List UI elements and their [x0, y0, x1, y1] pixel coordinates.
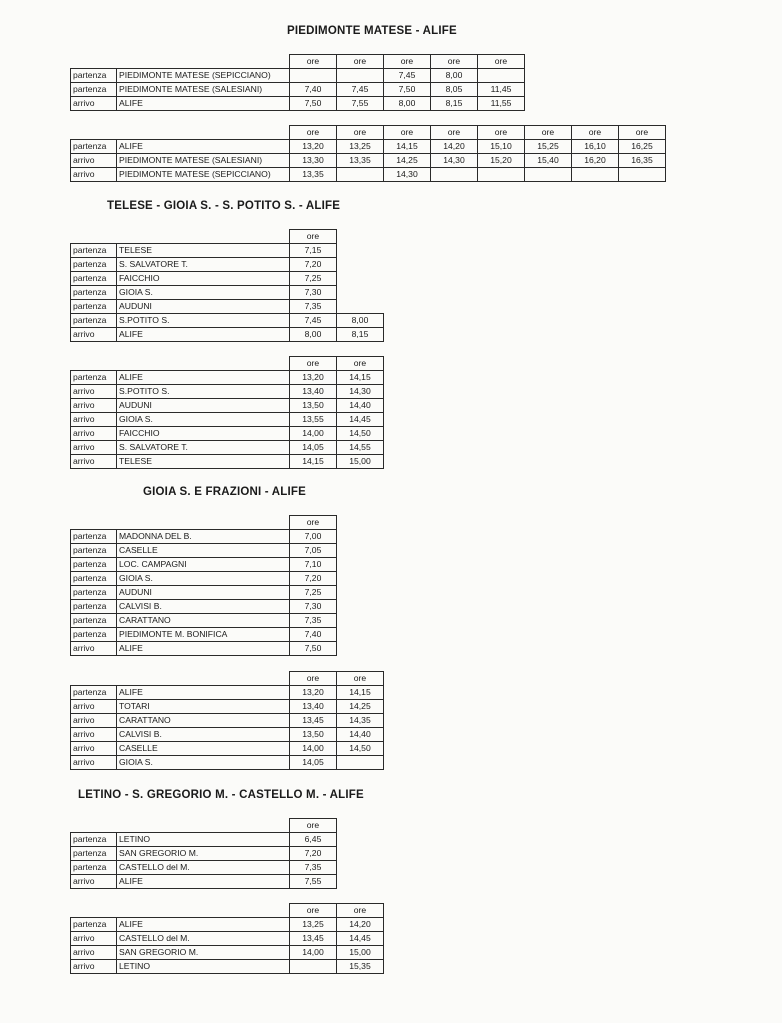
- time-cell: 8,05: [431, 83, 478, 97]
- stop-name: ALIFE: [117, 686, 290, 700]
- table-row: [71, 530, 337, 544]
- time-cell: 7,45: [290, 314, 337, 328]
- time-cell: [478, 168, 525, 182]
- table-row: [71, 286, 384, 300]
- time-cell: 14,05: [290, 756, 337, 770]
- column-header: ore: [525, 126, 572, 140]
- time-cell: [290, 960, 337, 974]
- row-type: partenza: [71, 572, 117, 586]
- timetable-3-1: [70, 903, 384, 974]
- table-row: [71, 918, 384, 932]
- time-cell: 14,00: [290, 946, 337, 960]
- row-type: arrivo: [71, 413, 117, 427]
- stop-name: CALVISI B.: [117, 600, 290, 614]
- time-cell: [572, 168, 619, 182]
- time-cell: 14,50: [337, 742, 384, 756]
- time-cell: 13,45: [290, 932, 337, 946]
- time-cell: 8,00: [431, 69, 478, 83]
- stop-name: ALIFE: [117, 875, 290, 889]
- stop-name: S.POTITO S.: [117, 314, 290, 328]
- time-cell: 14,05: [290, 441, 337, 455]
- time-cell: 11,45: [478, 83, 525, 97]
- stop-name: ALIFE: [117, 140, 290, 154]
- time-cell: 16,35: [619, 154, 666, 168]
- time-cell: 13,20: [290, 686, 337, 700]
- stop-name: GIOIA S.: [117, 756, 290, 770]
- row-type: arrivo: [71, 455, 117, 469]
- table-row: [71, 572, 337, 586]
- row-type: partenza: [71, 244, 117, 258]
- time-cell: 14,20: [431, 140, 478, 154]
- row-type: partenza: [71, 69, 117, 83]
- stop-name: CASTELLO del M.: [117, 861, 290, 875]
- time-cell: 13,20: [290, 371, 337, 385]
- stop-name: PIEDIMONTE M. BONIFICA: [117, 628, 290, 642]
- row-type: arrivo: [71, 728, 117, 742]
- time-cell: 7,55: [290, 875, 337, 889]
- time-cell: 7,15: [290, 244, 337, 258]
- stop-name: TELESE: [117, 455, 290, 469]
- table-row: [71, 154, 666, 168]
- stop-name: FAICCHIO: [117, 272, 290, 286]
- row-type: arrivo: [71, 960, 117, 974]
- table-row: [71, 244, 384, 258]
- time-cell: 14,35: [337, 714, 384, 728]
- time-cell: 16,25: [619, 140, 666, 154]
- time-cell: 13,55: [290, 413, 337, 427]
- time-cell: [619, 168, 666, 182]
- row-type: arrivo: [71, 168, 117, 182]
- column-header: ore: [619, 126, 666, 140]
- section-title-piedimonte: PIEDIMONTE MATESE - ALIFE: [287, 25, 457, 37]
- row-type: partenza: [71, 861, 117, 875]
- table-row: [71, 544, 337, 558]
- table-row: [71, 385, 384, 399]
- column-header: ore: [337, 126, 384, 140]
- time-cell: 7,30: [290, 600, 337, 614]
- time-cell: 13,20: [290, 140, 337, 154]
- time-cell: 14,00: [290, 427, 337, 441]
- time-cell: 13,50: [290, 728, 337, 742]
- time-cell: 7,20: [290, 847, 337, 861]
- timetable-0-1: [70, 125, 666, 182]
- time-cell: 14,20: [337, 918, 384, 932]
- stop-name: GIOIA S.: [117, 413, 290, 427]
- time-cell: 14,25: [384, 154, 431, 168]
- table-row: [71, 861, 384, 875]
- time-cell: [337, 756, 384, 770]
- stop-name: GIOIA S.: [117, 572, 290, 586]
- time-cell: 7,35: [290, 614, 337, 628]
- column-header: ore: [290, 672, 337, 686]
- timetable-3-0: [70, 818, 384, 889]
- time-cell: 7,05: [290, 544, 337, 558]
- time-cell: 11,55: [478, 97, 525, 111]
- section-title-gioia: GIOIA S. E FRAZIONI - ALIFE: [143, 486, 306, 498]
- table-row: [71, 140, 666, 154]
- row-type: arrivo: [71, 427, 117, 441]
- stop-name: ALIFE: [117, 97, 290, 111]
- table-row: [71, 314, 384, 328]
- table-row: [71, 97, 525, 111]
- stop-name: PIEDIMONTE MATESE (SEPICCIANO): [117, 69, 290, 83]
- table-header-row: [71, 516, 337, 530]
- stop-name: CASTELLO del M.: [117, 932, 290, 946]
- time-cell: 7,25: [290, 272, 337, 286]
- time-cell: 14,40: [337, 728, 384, 742]
- table-row: [71, 586, 337, 600]
- timetable-2-1: [70, 671, 384, 770]
- table-row: [71, 272, 384, 286]
- time-cell: 7,50: [384, 83, 431, 97]
- column-header: ore: [478, 126, 525, 140]
- row-type: partenza: [71, 558, 117, 572]
- time-cell: 6,45: [290, 833, 337, 847]
- stop-name: ALIFE: [117, 642, 290, 656]
- time-cell: 8,15: [337, 328, 384, 342]
- stop-name: CASELLE: [117, 544, 290, 558]
- time-cell: 7,40: [290, 83, 337, 97]
- table-header-row: [71, 672, 384, 686]
- row-type: partenza: [71, 600, 117, 614]
- time-cell: 7,45: [337, 83, 384, 97]
- time-cell: 13,25: [337, 140, 384, 154]
- stop-name: CASELLE: [117, 742, 290, 756]
- time-cell: 14,40: [337, 399, 384, 413]
- time-cell: 14,15: [384, 140, 431, 154]
- stop-name: AUDUNI: [117, 300, 290, 314]
- time-cell: 7,40: [290, 628, 337, 642]
- table-row: [71, 642, 337, 656]
- stop-name: CALVISI B.: [117, 728, 290, 742]
- time-cell: [337, 168, 384, 182]
- section-title-letino: LETINO - S. GREGORIO M. - CASTELLO M. - ALIFE: [78, 789, 364, 801]
- table-row: [71, 399, 384, 413]
- table-row: [71, 83, 525, 97]
- time-cell: 13,50: [290, 399, 337, 413]
- time-cell: 15,00: [337, 946, 384, 960]
- table-row: [71, 600, 337, 614]
- row-type: arrivo: [71, 714, 117, 728]
- time-cell: 7,20: [290, 258, 337, 272]
- time-cell: 14,25: [337, 700, 384, 714]
- table-header-row: [71, 904, 384, 918]
- column-header: ore: [290, 904, 337, 918]
- time-cell: 14,15: [290, 455, 337, 469]
- row-type: arrivo: [71, 700, 117, 714]
- time-cell: 7,35: [290, 861, 337, 875]
- time-cell: 13,25: [290, 918, 337, 932]
- table-row: [71, 714, 384, 728]
- time-cell: 14,15: [337, 686, 384, 700]
- time-cell: 15,35: [337, 960, 384, 974]
- column-header: ore: [478, 55, 525, 69]
- table-row: [71, 756, 384, 770]
- time-cell: [525, 168, 572, 182]
- table-header-row: [71, 357, 384, 371]
- table-row: [71, 960, 384, 974]
- table-row: [71, 558, 337, 572]
- section-title-telese: TELESE - GIOIA S. - S. POTITO S. - ALIFE: [107, 200, 341, 212]
- time-cell: 13,40: [290, 700, 337, 714]
- row-type: arrivo: [71, 97, 117, 111]
- stop-name: FAICCHIO: [117, 427, 290, 441]
- row-type: partenza: [71, 300, 117, 314]
- table-row: [71, 427, 384, 441]
- time-cell: 15,10: [478, 140, 525, 154]
- column-header: ore: [290, 357, 337, 371]
- row-type: partenza: [71, 833, 117, 847]
- row-type: partenza: [71, 314, 117, 328]
- stop-name: LETINO: [117, 960, 290, 974]
- stop-name: TELESE: [117, 244, 290, 258]
- time-cell: 7,50: [290, 97, 337, 111]
- column-header: ore: [290, 230, 337, 244]
- row-type: arrivo: [71, 875, 117, 889]
- time-cell: 13,30: [290, 154, 337, 168]
- stop-name: GIOIA S.: [117, 286, 290, 300]
- row-type: arrivo: [71, 946, 117, 960]
- stop-name: PIEDIMONTE MATESE (SALESIANI): [117, 154, 290, 168]
- time-cell: 14,45: [337, 413, 384, 427]
- stop-name: MADONNA DEL B.: [117, 530, 290, 544]
- time-cell: 7,35: [290, 300, 337, 314]
- time-cell: 16,20: [572, 154, 619, 168]
- stop-name: CARATTANO: [117, 714, 290, 728]
- column-header: ore: [290, 126, 337, 140]
- time-cell: 14,45: [337, 932, 384, 946]
- time-cell: 7,50: [290, 642, 337, 656]
- time-cell: [478, 69, 525, 83]
- table-row: [71, 875, 384, 889]
- row-type: partenza: [71, 614, 117, 628]
- timetable-1-1: [70, 356, 384, 469]
- table-header-row: [71, 230, 384, 244]
- stop-name: ALIFE: [117, 918, 290, 932]
- column-header: ore: [290, 819, 337, 833]
- stop-name: S. SALVATORE T.: [117, 441, 290, 455]
- time-cell: 8,00: [290, 328, 337, 342]
- table-row: [71, 946, 384, 960]
- time-cell: [337, 69, 384, 83]
- stop-name: LOC. CAMPAGNI: [117, 558, 290, 572]
- timetable-1-0: [70, 229, 384, 342]
- stop-name: PIEDIMONTE MATESE (SEPICCIANO): [117, 168, 290, 182]
- row-type: partenza: [71, 544, 117, 558]
- table-row: [71, 628, 337, 642]
- column-header: ore: [337, 55, 384, 69]
- time-cell: 14,15: [337, 371, 384, 385]
- stop-name: ALIFE: [117, 328, 290, 342]
- time-cell: 7,30: [290, 286, 337, 300]
- time-cell: 8,00: [384, 97, 431, 111]
- table-row: [71, 742, 384, 756]
- time-cell: 15,00: [337, 455, 384, 469]
- time-cell: 14,30: [431, 154, 478, 168]
- table-row: [71, 328, 384, 342]
- time-cell: 8,00: [337, 314, 384, 328]
- row-type: partenza: [71, 918, 117, 932]
- table-row: [71, 833, 384, 847]
- row-type: partenza: [71, 258, 117, 272]
- table-row: [71, 614, 337, 628]
- row-type: arrivo: [71, 742, 117, 756]
- time-cell: 13,45: [290, 714, 337, 728]
- stop-name: S.POTITO S.: [117, 385, 290, 399]
- column-header: ore: [431, 126, 478, 140]
- stop-name: PIEDIMONTE MATESE (SALESIANI): [117, 83, 290, 97]
- time-cell: 13,40: [290, 385, 337, 399]
- table-row: [71, 371, 384, 385]
- table-row: [71, 700, 384, 714]
- stop-name: SAN GREGORIO M.: [117, 847, 290, 861]
- column-header: ore: [337, 672, 384, 686]
- table-row: [71, 258, 384, 272]
- time-cell: 7,55: [337, 97, 384, 111]
- time-cell: 7,20: [290, 572, 337, 586]
- row-type: arrivo: [71, 328, 117, 342]
- table-row: [71, 300, 384, 314]
- table-header-row: [71, 55, 525, 69]
- column-header: ore: [337, 357, 384, 371]
- row-type: arrivo: [71, 642, 117, 656]
- time-cell: 15,20: [478, 154, 525, 168]
- stop-name: S. SALVATORE T.: [117, 258, 290, 272]
- time-cell: 13,35: [337, 154, 384, 168]
- row-type: arrivo: [71, 441, 117, 455]
- row-type: arrivo: [71, 399, 117, 413]
- row-type: partenza: [71, 272, 117, 286]
- time-cell: 7,25: [290, 586, 337, 600]
- time-cell: 15,25: [525, 140, 572, 154]
- column-header: ore: [384, 126, 431, 140]
- stop-name: LETINO: [117, 833, 290, 847]
- column-header: ore: [290, 55, 337, 69]
- time-cell: 14,50: [337, 427, 384, 441]
- row-type: arrivo: [71, 154, 117, 168]
- time-cell: 8,15: [431, 97, 478, 111]
- stop-name: SAN GREGORIO M.: [117, 946, 290, 960]
- timetable-2-0: [70, 515, 337, 656]
- column-header: ore: [337, 904, 384, 918]
- stop-name: ALIFE: [117, 371, 290, 385]
- time-cell: 14,00: [290, 742, 337, 756]
- row-type: partenza: [71, 586, 117, 600]
- time-cell: 16,10: [572, 140, 619, 154]
- row-type: partenza: [71, 286, 117, 300]
- column-header: ore: [290, 516, 337, 530]
- table-row: [71, 686, 384, 700]
- table-row: [71, 413, 384, 427]
- table-header-row: [71, 126, 666, 140]
- column-header: ore: [431, 55, 478, 69]
- time-cell: 7,00: [290, 530, 337, 544]
- time-cell: 15,40: [525, 154, 572, 168]
- time-cell: 14,30: [384, 168, 431, 182]
- time-cell: 13,35: [290, 168, 337, 182]
- table-row: [71, 847, 384, 861]
- stop-name: CARATTANO: [117, 614, 290, 628]
- table-row: [71, 168, 666, 182]
- time-cell: [290, 69, 337, 83]
- time-cell: [431, 168, 478, 182]
- row-type: partenza: [71, 140, 117, 154]
- stop-name: TOTARI: [117, 700, 290, 714]
- stop-name: AUDUNI: [117, 399, 290, 413]
- table-row: [71, 932, 384, 946]
- table-row: [71, 728, 384, 742]
- row-type: arrivo: [71, 756, 117, 770]
- time-cell: 7,45: [384, 69, 431, 83]
- time-cell: 14,55: [337, 441, 384, 455]
- row-type: partenza: [71, 530, 117, 544]
- column-header: ore: [384, 55, 431, 69]
- timetable-0-0: [70, 54, 525, 111]
- table-row: [71, 441, 384, 455]
- row-type: partenza: [71, 847, 117, 861]
- row-type: arrivo: [71, 385, 117, 399]
- row-type: arrivo: [71, 932, 117, 946]
- table-header-row: [71, 819, 384, 833]
- row-type: partenza: [71, 686, 117, 700]
- row-type: partenza: [71, 628, 117, 642]
- stop-name: AUDUNI: [117, 586, 290, 600]
- table-row: [71, 455, 384, 469]
- row-type: partenza: [71, 371, 117, 385]
- column-header: ore: [572, 126, 619, 140]
- time-cell: 14,30: [337, 385, 384, 399]
- time-cell: 7,10: [290, 558, 337, 572]
- row-type: partenza: [71, 83, 117, 97]
- table-row: [71, 69, 525, 83]
